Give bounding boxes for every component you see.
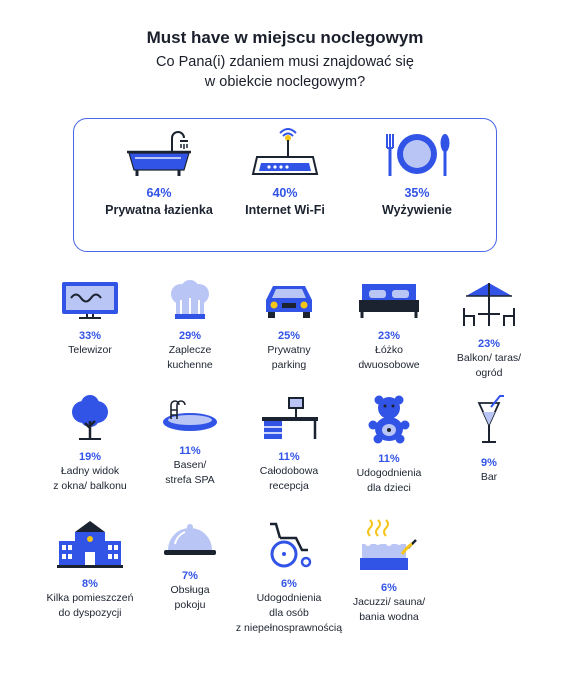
percentage-label: 8% [82,578,98,590]
cloche-icon [134,520,246,560]
percentage-label: 9% [481,457,497,469]
percentage-label: 6% [281,578,297,590]
grid-item [433,280,545,380]
category-label: Udogodnienia [256,592,322,604]
grid-item [333,395,445,495]
plate-icon [352,130,482,178]
grid-item [134,395,246,487]
tv-icon [34,280,146,320]
bathtub-icon [94,130,224,178]
category-label: Internet Wi-Fi [245,203,325,217]
category-label: kuchenne [167,359,213,371]
category-label: Wyżywienie [382,203,452,217]
percentage-label: 64% [146,186,172,200]
category-label: dwuosobowe [358,359,420,371]
grid-item [233,395,345,493]
tree-icon [34,395,146,441]
category-label: strefa SPA [165,474,215,486]
percentage-label: 23% [477,338,501,350]
percentage-label: 33% [78,330,102,342]
teddy-bear-icon [333,395,445,443]
category-label: pokoju [174,599,206,611]
category-label: recepcja [269,480,309,492]
top-item [94,130,224,217]
category-label: Łóżko [374,344,404,356]
category-label: bania wodna [359,611,419,623]
percentage-label: 35% [404,186,430,200]
percentage-label: 11% [278,451,300,463]
category-label: Prywatna łazienka [105,203,213,217]
category-label: Ładny widok [60,465,120,477]
category-label: Jacuzzi/ sauna/ [352,596,426,608]
bed-icon [333,280,445,320]
category-label: Prywatny [267,344,311,356]
building-icon [34,520,146,568]
jacuzzi-icon [333,520,445,572]
page-subtitle [0,52,570,92]
category-label: parking [271,359,307,371]
category-label: z okna/ balkonu [53,480,127,492]
percentage-label: 29% [178,330,202,342]
parasol-icon [433,280,545,328]
category-label: do dyspozycji [58,607,122,619]
grid-item [233,520,345,635]
top-item [352,130,482,217]
percentage-label: 6% [381,582,397,594]
grid-item [34,395,146,493]
percentage-label: 11% [179,445,201,457]
category-label: Balkon/ taras/ [456,352,522,364]
grid-item [333,520,445,624]
grid-item [34,280,146,357]
grid-item [34,520,146,620]
chef-hat-icon [134,280,246,320]
subtitle-line: w obiekcie noclegowym? [204,74,366,90]
car-icon [233,280,345,320]
category-label: Telewizor [68,344,112,356]
percentage-label: 25% [277,330,301,342]
category-label: Bar [480,471,498,483]
category-label: dla dzieci [367,482,411,494]
percentage-label: 19% [78,451,102,463]
desk-icon [233,395,345,441]
grid-item [233,280,345,372]
cocktail-icon [433,395,545,447]
page-title: Must have w miejscu noclegowym [146,28,424,47]
wheelchair-icon [233,520,345,568]
category-label: Całodobowa [259,465,319,477]
category-label: Udogodnienia [356,467,422,479]
category-label: dla osób [269,607,309,619]
category-label: Basen/ [173,459,207,471]
percentage-label: 40% [272,186,298,200]
grid-item [433,395,545,484]
grid-item [134,520,246,612]
category-label: Obsługa [170,584,210,596]
grid-item [333,280,445,372]
category-label: z niepełnosprawnością [235,622,343,634]
top-item [220,130,350,217]
subtitle-line: Co Pana(i) zdaniem musi znajdować się [156,54,414,70]
category-label: ogród [475,367,503,379]
router-icon [220,130,350,178]
percentage-label: 23% [377,330,401,342]
percentage-label: 7% [182,570,198,582]
category-label: Kilka pomieszczeń [46,592,134,604]
percentage-label: 11% [378,453,400,465]
pool-icon [134,395,246,435]
grid-item [134,280,246,372]
category-label: Zaplecze [168,344,212,356]
